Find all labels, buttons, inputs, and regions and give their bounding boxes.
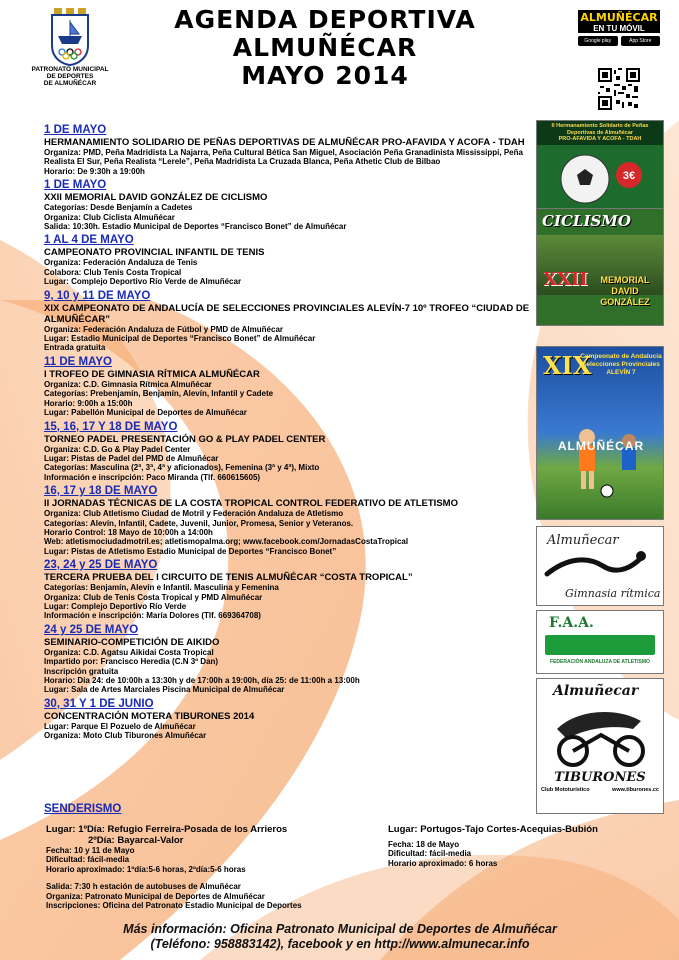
event-item	[44, 234, 534, 286]
event-date: 1 DE MAYO	[44, 124, 107, 136]
event-date: 16, 17 y 18 DE MAYO	[44, 485, 158, 498]
event-line: Organiza: Federación Andaluza de Tenis	[44, 258, 198, 268]
event-name: XIX CAMPEONATO DE ANDALUCÍA DE SELECCIONES PROVINCIALES ALEVÍN-7 10º TROFEO “CIUDAD DE ALMUÑÉCAR”	[44, 302, 530, 325]
sender-right-line: Dificultad: fácil-media	[388, 849, 472, 859]
event-line: Lugar: Parque El Pozuelo de Almuñécar	[44, 721, 196, 731]
shield-logo-icon	[48, 6, 92, 66]
event-line: Categorías: Alevín, Infantil, Cadete, Juvenil, Junior, Promesa, Senior y Veteranos.	[44, 518, 354, 528]
thumb4-sub: Gimnasia rítmica	[565, 587, 661, 600]
thumb-hermanamiento	[536, 120, 664, 212]
event-name: I TROFEO DE GIMNASIA RÍTMICA ALMUÑÉCAR	[44, 368, 260, 380]
event-item	[44, 559, 534, 621]
thumb2-sub: MEMORIAL DAVID GONZÁLEZ	[600, 275, 650, 307]
event-line: Lugar: Complejo Deportivo Río Verde de Almuñécar	[44, 277, 242, 287]
event-line: Organiza: Moto Club Tiburones Almuñécar	[44, 731, 207, 741]
event-line: Salida: 10:30h. Estadio Municipal de Deportes “Francisco Bonet” de Almuñécar	[44, 222, 347, 232]
event-line: Lugar: Estadio Municipal de Deportes “Francisco Bonet” de Almuñécar	[44, 334, 316, 344]
thumb6-foot: Club Mototurístico	[541, 787, 590, 793]
event-line: Categorías: Benjamín, Alevín e Infantil. Masculina y Femenina	[44, 583, 279, 593]
sender-left-line: Lugar: 1ºDía: Refugio Ferreira-Posada de los Arrieros	[46, 824, 288, 835]
sender-bottom-line: Salida: 7:30 h estación de autobuses de Almuñécar	[46, 882, 241, 892]
app-badge[interactable]	[578, 10, 660, 46]
event-name: TERCERA PRUEBA DEL I CIRCUITO DE TENIS ALMUÑÉCAR “COSTA TROPICAL”	[44, 572, 413, 584]
event-line: Horario: De 9:30h a 19:00h	[44, 166, 145, 176]
event-name: TORNEO PADEL PRESENTACIÓN GO & PLAY PADEL CENTER	[44, 433, 326, 445]
thumb-faa	[536, 610, 664, 674]
shark-motorcycle-icon	[537, 699, 664, 771]
sender-bottom-line: Organiza: Patronato Municipal de Deportes de Almuñécar	[46, 891, 265, 901]
app-brand: ALMUÑÉCAR	[578, 10, 660, 24]
event-line: Organiza: C.D. Gimnasia Rítmica Almuñécar	[44, 379, 212, 389]
event-date: 1 DE MAYO	[44, 179, 107, 192]
event-line: Información e inscripción: María Dolores (Tlf. 669364708)	[44, 611, 261, 621]
logo-caption-1: PATRONATO MUNICIPAL	[31, 66, 109, 73]
thumb-gimnasia	[536, 526, 664, 606]
event-date: 11 DE MAYO	[44, 355, 112, 368]
event-date: 1 AL 4 DE MAYO	[44, 234, 134, 247]
football-players-icon	[537, 407, 664, 507]
event-item	[44, 356, 534, 418]
app-store-badge[interactable]: App Store	[621, 36, 661, 46]
event-line: Información e inscripción: Paco Miranda (Tlf. 660615605)	[44, 472, 261, 482]
thumb3-title: XIX	[543, 351, 592, 380]
event-item	[44, 698, 534, 741]
event-line: Categorías: Desde Benjamín a Cadetes	[44, 203, 193, 213]
patronato-logo	[30, 6, 110, 87]
event-item	[44, 624, 534, 695]
sender-right-line: Horario aproximado: 6 horas	[388, 858, 498, 868]
event-item	[44, 290, 534, 353]
thumb3-brand: ALMUÑÉCAR	[557, 439, 645, 453]
event-line: Organiza: C.D. Agatsu Aikidai Costa Tropical	[44, 647, 214, 657]
event-name: II JORNADAS TÉCNICAS DE LA COSTA TROPICAL CONTROL FEDERATIVO DE ATLETISMO	[44, 498, 458, 510]
event-line: Lugar: Pistas de Padel del PMD de Almuñécar	[44, 453, 219, 463]
footer-line-1: Más información: Oficina Patronato Municipal de Deportes de Almuñécar	[123, 922, 557, 936]
footer-info	[60, 922, 620, 952]
event-date: 24 y 25 DE MAYO	[44, 623, 139, 636]
event-name: HERMANAMIENTO SOLIDARIO DE PEÑAS DEPORTIVAS DE ALMUÑÉCAR PRO-AFAVIDA Y ACOFA - TDAH	[44, 137, 525, 148]
thumb-tiburones	[536, 678, 664, 814]
google-play-badge[interactable]: Google play	[578, 36, 618, 46]
event-name: SEMINARIO-COMPETICIÓN DE AIKIDO	[44, 636, 220, 648]
sender-left-line: 2ºDía: Bayarcal-Valor	[88, 835, 184, 846]
title-line-3: MAYO 2014	[241, 61, 409, 90]
event-date: 23, 24 y 25 DE MAYO	[44, 559, 158, 572]
event-date: 30, 31 Y 1 DE JUNIO	[44, 697, 154, 710]
event-line: Lugar: Pabellón Municipal de Deportes de Almuñécar	[44, 408, 247, 418]
qr-code-icon[interactable]	[598, 68, 640, 110]
thumb-futbol	[536, 346, 664, 520]
sender-right-line: Lugar: Portugos-Tajo Cortes-Acequias-Bubión	[388, 824, 598, 835]
event-line: Organiza: Federación Andaluza de Fútbol y PMD de Almuñécar	[44, 324, 283, 334]
title-line-1: AGENDA DEPORTIVA	[174, 5, 476, 34]
event-line: Organiza: PMD, Peña Madridista La Najarra, Peña Cultural Bética San Miguel, Asociación Peña Granadinista Mississippi, Peña Realista El Sur, Peña Realista “Lerele”, Peña Madridista La Cruzada Blanca, Peña Athetic Club de Bilbao	[44, 148, 523, 167]
event-line: Lugar: Sala de Artes Marciales Piscina Municipal de Almuñécar	[44, 685, 285, 695]
thumb3-sub: Campeonato de Andalucía Selecciones Provinciales ALEVÍN 7	[580, 353, 662, 376]
thumb-ciclismo	[536, 208, 664, 326]
event-name: CAMPEONATO PROVINCIAL INFANTIL DE TENIS	[44, 247, 265, 259]
thumb1-sub: PRO-AFAVIDA Y ACOFA - TDAH	[558, 136, 642, 142]
thumb1-title: II Hermanamiento Solidario de Peñas Deportivas de Almuñécar	[551, 123, 649, 136]
event-item	[44, 421, 534, 483]
senderismo-heading: SENDERISMO	[44, 803, 122, 815]
event-line: Lugar: Complejo Deportivo Río Verde	[44, 601, 187, 611]
event-line: Entrada gratuita	[44, 343, 106, 353]
event-date: 9, 10 y 11 DE MAYO	[44, 289, 151, 302]
event-line: Horario Control: 18 Mayo de 10:00h a 14:00h	[44, 527, 213, 537]
thumb2-title: CICLISMO	[542, 212, 631, 230]
thumb1-price: 3€	[622, 169, 636, 182]
event-item	[44, 124, 534, 176]
footer-line-2: (Teléfono: 958883142), facebook y en http://www.almunecar.info	[150, 937, 530, 951]
event-name: CONCENTRACIÓN MOTERA TIBURONES 2014	[44, 710, 255, 722]
event-line: Organiza: C.D. Go & Play Padel Center	[44, 444, 191, 454]
event-date: 15, 16, 17 Y 18 DE MAYO	[44, 420, 178, 433]
page-title	[110, 6, 540, 90]
event-line: Organiza: Club de Tenis Costa Tropical y PMD Almuñécar	[44, 592, 263, 602]
app-sub: EN TU MÓVIL	[578, 24, 660, 33]
event-name: XXII MEMORIAL DAVID GONZÁLEZ DE CICLISMO	[44, 192, 268, 204]
event-line: Organiza: Club Atletismo Ciudad de Motril y Federación Andaluza de Atletismo	[44, 509, 344, 519]
thumb6-sub: TIBURONES	[554, 770, 646, 785]
event-line: Categorías: Masculina (2ª, 3ª, 4ª y aficionados), Femenina (3ª y 4ª), Mixto	[44, 463, 320, 473]
gymnast-icon	[537, 548, 664, 582]
thumb6-web: www.tiburones.cc	[612, 787, 659, 793]
event-line: Horario: 9:00h a 15:00h	[44, 398, 133, 408]
sender-left-line: Fecha: 10 y 11 de Mayo	[46, 846, 135, 855]
event-line: Impartido por: Francisco Heredia (C.N 3º Dan)	[44, 657, 219, 667]
event-line: Lugar: Pistas de Atletismo Estadio Municipal de Deportes “Francisco Bonet”	[44, 546, 337, 556]
sender-left-line: Dificultad: fácil-media	[46, 855, 130, 865]
event-line: Categorías: Prebenjamín, Benjamín, Alevín, Infantil y Cadete	[44, 389, 274, 399]
event-line: Web: atletismociudadmotril.es; atletismopalma.org; www.facebook.com/JornadasCostaTropical	[44, 537, 409, 547]
logo-caption-2: DE DEPORTES	[46, 73, 94, 80]
event-line: Inscripción gratuita	[44, 666, 119, 676]
event-line: Horario: Día 24: de 10:00h a 13:30h y de 17:00h a 19:00h, día 25: de 11:00h a 13:00h	[44, 676, 360, 685]
logo-caption-3: DE ALMUÑÉCAR	[43, 80, 97, 87]
event-line: Colabora: Club Tenis Costa Tropical	[44, 267, 182, 277]
sender-left-line: Horario aproximado: 1ºdía:5-6 horas, 2ºdía:5-6 horas	[46, 864, 246, 874]
thumb5-title: F.A.A.	[549, 615, 594, 631]
senderismo-right	[388, 824, 658, 868]
event-line: Organiza: Club Ciclista Almuñécar	[44, 212, 175, 222]
thumb6-title: Almuñecar	[553, 683, 639, 699]
soccer-ball-icon	[537, 145, 664, 213]
title-line-2: ALMUÑÉCAR	[232, 33, 418, 62]
sender-bottom-line: Inscripciones: Oficina del Patronato Estadio Municipal de Deportes	[46, 901, 302, 911]
events-list	[44, 124, 534, 744]
event-item	[44, 485, 534, 556]
thumb2-num: XXII	[543, 269, 588, 290]
sender-right-line: Fecha: 18 de Mayo	[388, 840, 460, 849]
senderismo-left	[46, 824, 386, 910]
thumb4-title: Almuñecar	[547, 533, 619, 548]
event-item	[44, 179, 534, 231]
thumb5-sub: FEDERACIÓN ANDALUZA DE ATLETISMO	[550, 659, 650, 665]
